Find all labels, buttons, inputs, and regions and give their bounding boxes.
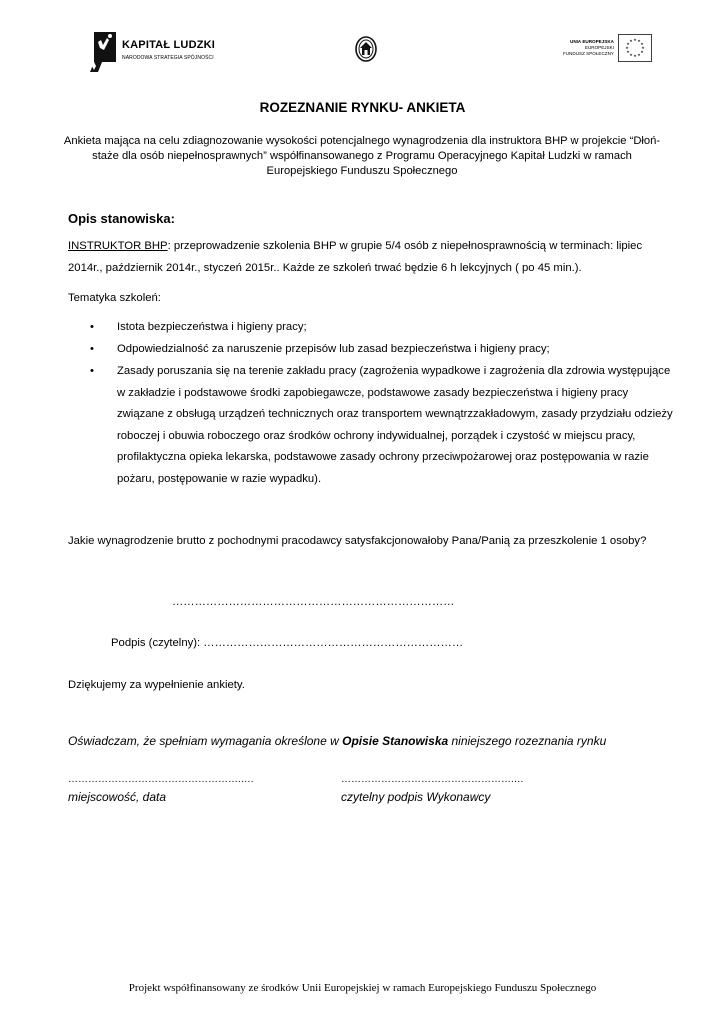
signature-field[interactable]: Podpis (czytelny): ……………………………………………………………: [111, 637, 464, 649]
document-title: ROZEZNANIE RYNKU- ANKIETA: [259, 100, 466, 115]
declaration: Oświadczam, że spełniam wymagania określone w Opisie Stanowiska niniejszego rozeznania rynku: [68, 734, 607, 748]
center-emblem: [355, 36, 377, 62]
contractor-signature-line[interactable]: …………………………………………….…: [341, 774, 524, 785]
place-date-line[interactable]: …………………………………………….….: [68, 774, 254, 785]
place-date-label: miejscowość, data: [68, 790, 167, 804]
thanks-text: Dziękujemy za wypełnienie ankiety.: [68, 679, 245, 691]
job-description: [68, 235, 668, 279]
logo-title: KAPITAŁ LUDZKI: [122, 39, 216, 51]
svg-text:★: ★: [629, 39, 633, 43]
bullet-icon: •: [90, 321, 94, 333]
answer-field[interactable]: …………………………………………………………………: [172, 596, 455, 608]
svg-text:★: ★: [641, 46, 645, 50]
eu-flag-icon: [618, 34, 652, 62]
svg-text:★: ★: [625, 46, 629, 50]
topics-list: [87, 317, 675, 491]
logo-subtitle: NARODOWA STRATEGIA SPÓJNOŚCI: [122, 55, 214, 61]
list-item: • Zasady poruszania się na terenie zakładu pracy (zagrożenia wypadkowe i zagrożenia dla zdrowia występujące w zakładzie i podstawowe środki zapobiegawcze, podstawowe zasady bezpieczeństwa i higieny pracy związane z obsługą urządzeń technicznych oraz transportem wewnątrzzakładowym, zasady przydziału odzieży roboczej i obuwia roboczego oraz środków ochrony indywidualnej, porządek i czystość w miejscu pracy, profilaktyczna opieka lekarska, podstawowe zasady ochrony przeciwpożarowej oraz postępowania w razie pożaru, postępowanie w razie wypadku).: [87, 361, 675, 490]
eu-logo-line1: UNIA EUROPEJSKA: [570, 39, 614, 44]
list-item: • Istota bezpieczeństwa i higieny pracy;: [87, 317, 675, 339]
eu-logo-line2: EUROPEJSKI: [584, 45, 614, 50]
svg-text:★: ★: [640, 50, 644, 54]
kapital-ludzki-emblem-icon: [88, 28, 118, 74]
topics-heading: Tematyka szkoleń:: [68, 292, 161, 304]
svg-text:★: ★: [633, 38, 637, 42]
job-title: INSTRUKTOR BHP: [68, 240, 168, 252]
svg-text:★: ★: [637, 39, 641, 43]
eu-logo: [548, 34, 652, 66]
svg-text:★: ★: [626, 50, 630, 54]
document-intro: Ankieta mająca na celu zdiagnozowanie wysokości potencjalnego wynagrodzenia dla instruktora BHP w projekcie “Dłoń- staże dla osób niepełnosprawnych” współfinansowanego z Programu Operacyjnego Kapitał Ludzki w ramach Europejskiego Funduszu Społecznego: [63, 135, 661, 177]
svg-text:★: ★: [637, 53, 641, 57]
bullet-icon: •: [90, 343, 94, 355]
house-emblem-icon: [355, 36, 377, 62]
salary-question: Jakie wynagrodzenie brutto z pochodnymi pracodawcy satysfakcjonowałoby Pana/Panią za przeszkolenie 1 osoby?: [68, 535, 647, 547]
list-item: • Odpowiedzialność za naruszenie przepisów lub zasad bezpieczeństwa i higieny pracy;: [87, 339, 675, 361]
svg-text:★: ★: [640, 42, 644, 46]
declaration-bold: Opisie Stanowiska: [342, 734, 449, 748]
svg-text:★: ★: [629, 53, 633, 57]
section-heading: Opis stanowiska:: [68, 211, 175, 226]
contractor-signature-label: czytelny podpis Wykonawcy: [341, 790, 491, 804]
page-footer: Projekt współfinansowany ze środków Unii Europejskiej w ramach Europejskiego Funduszu Społecznego: [128, 982, 597, 994]
bullet-icon: •: [90, 365, 94, 377]
kapital-ludzki-logo: [88, 28, 228, 74]
svg-text:★: ★: [633, 54, 637, 58]
eu-logo-line3: FUNDUSZ SPOŁECZNY: [562, 51, 614, 56]
svg-text:★: ★: [626, 42, 630, 46]
job-description-text: : przeprowadzenie szkolenia BHP w grupie 5/4 osób z niepełnosprawnością w terminach: lipiec 2014r., październik 2014r., styczeń 2015r.. Każde ze szkoleń trwać będzie 6 h lekcyjnych ( po 45 min.).: [68, 240, 643, 274]
